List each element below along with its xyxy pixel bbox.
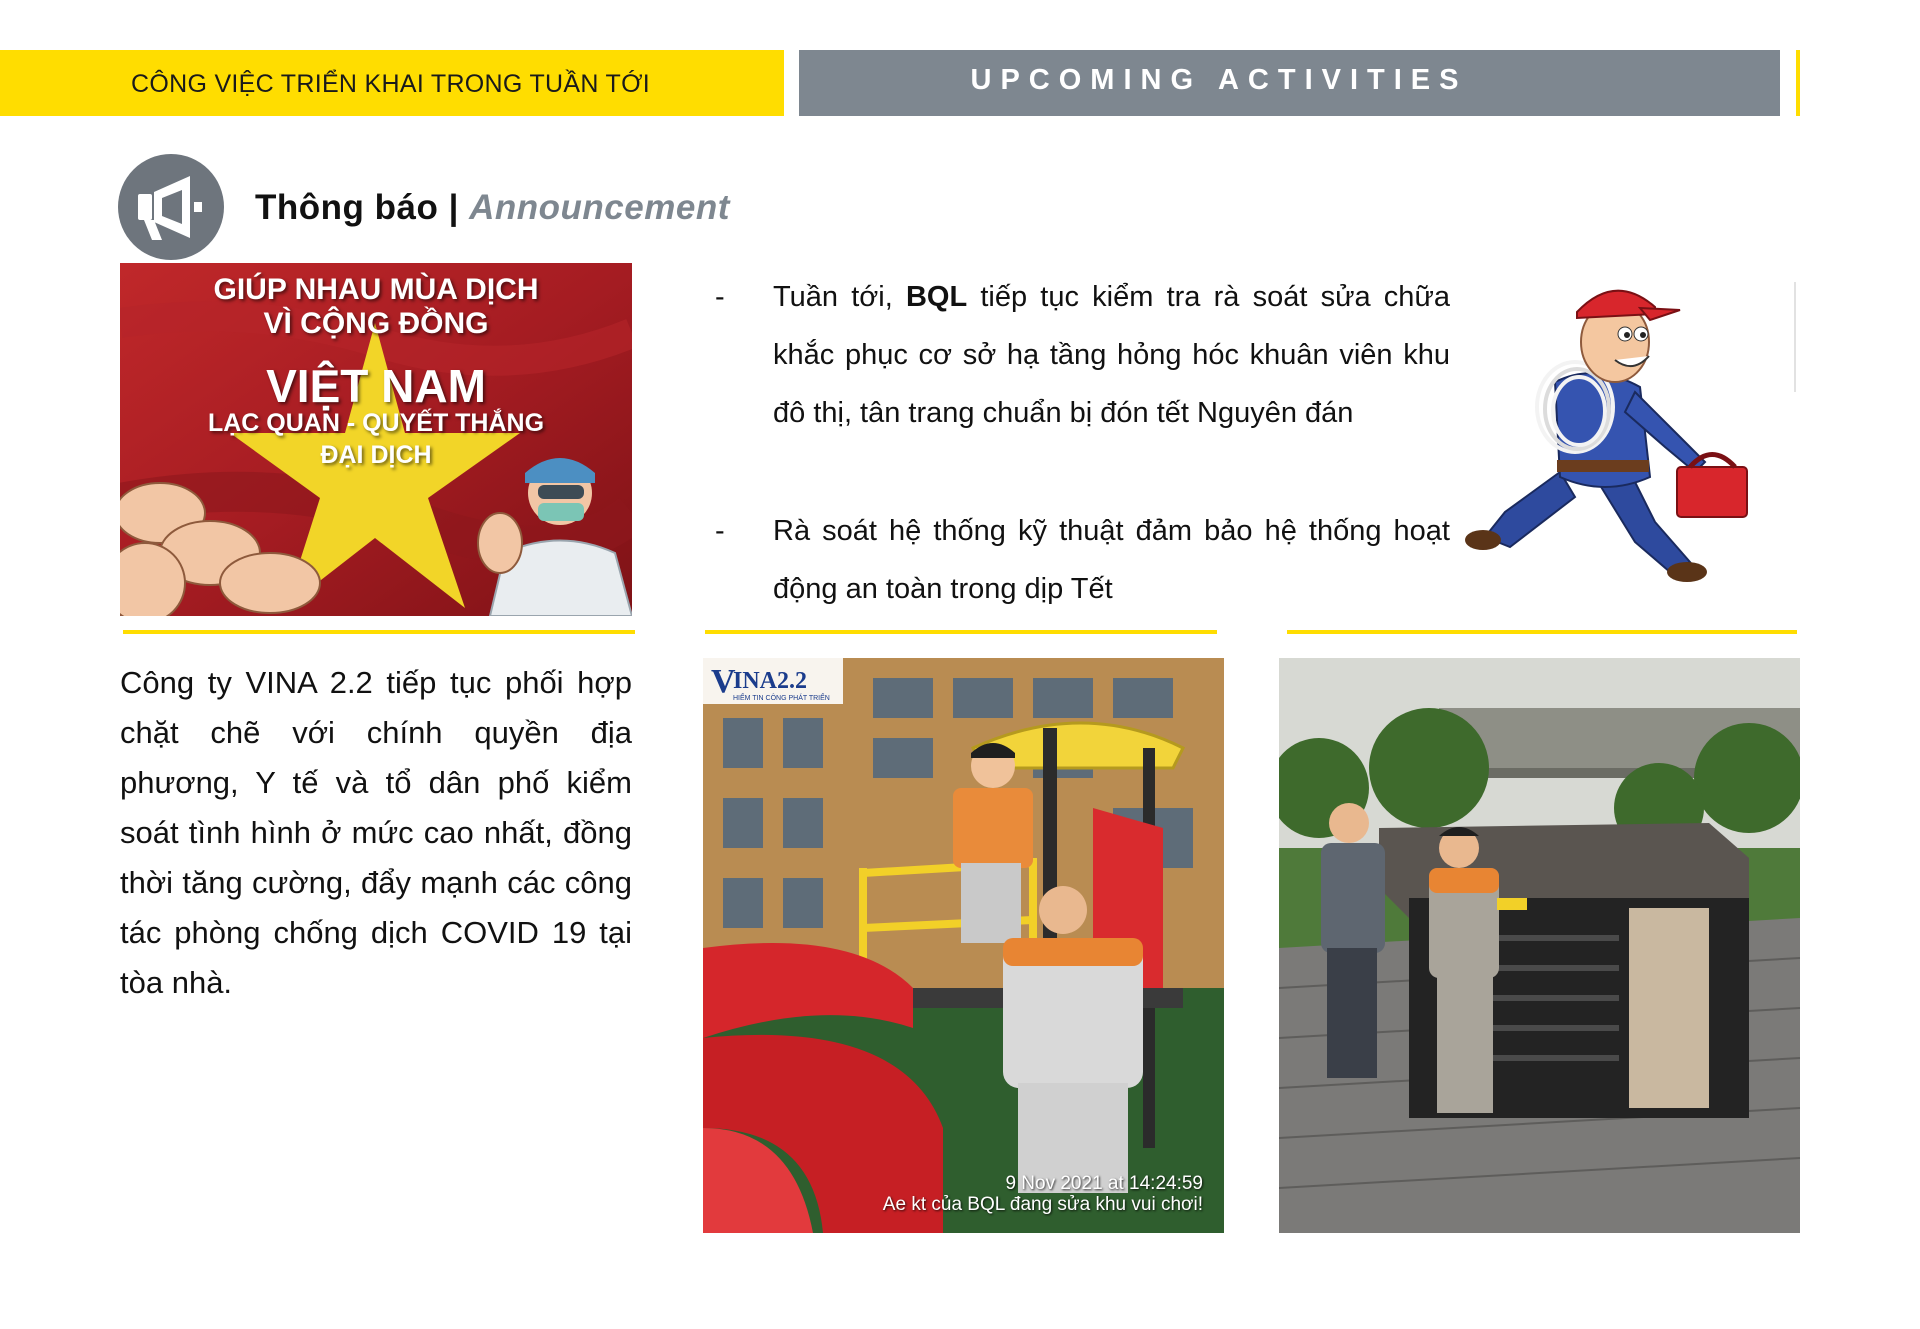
announcement-heading: [255, 188, 730, 228]
photo-caption: [703, 1173, 1203, 1215]
bullet-1-bold: BQL: [905, 281, 968, 313]
poster-line-2: VÌ CỘNG ĐỒNG: [263, 307, 489, 340]
bullet-text-1: [773, 268, 1450, 442]
photo-vent-inspection: [1279, 658, 1800, 1233]
announcement-separator: |: [448, 188, 459, 227]
worker-cartoon: [1465, 272, 1800, 617]
bullet-text-2: Rà soát hệ thống kỹ thuật đảm bảo hệ thống hoạt động an toàn trong dịp Tết: [773, 515, 1450, 605]
photo-logo: INA2.2: [733, 668, 808, 694]
right-separator: [1287, 630, 1797, 634]
announcement-icon-badge: [118, 154, 224, 260]
poster-line-4: LẠC QUAN - QUYẾT THẮNG: [207, 409, 545, 437]
bullet-item-2: [715, 502, 1450, 618]
bullet-dash: -: [715, 281, 725, 313]
header-accent-tick: [1796, 50, 1800, 116]
header-vn-title: CÔNG VIỆC TRIỂN KHAI TRONG TUẦN TỚI: [131, 70, 651, 98]
poster-line-3: VIỆT NAM: [266, 360, 486, 412]
middle-separator: [705, 630, 1217, 634]
photo-timestamp: 9 Nov 2021 at 14:24:59: [1005, 1173, 1203, 1194]
left-separator: [123, 630, 635, 634]
bullet-dash: -: [715, 515, 725, 547]
poster-line-5: ĐẠI DỊCH: [320, 441, 432, 469]
header-en-title: UPCOMING ACTIVITIES: [970, 64, 1468, 96]
svg-text:V: V: [711, 663, 736, 700]
announcement-title-vn: Thông báo: [255, 188, 439, 227]
poster-line-1: GIÚP NHAU MÙA DỊCH: [213, 273, 539, 306]
bullet-1-before: Tuần tới,: [773, 281, 906, 313]
bullet-item-1: [715, 268, 1450, 442]
announcement-title-en: Announcement: [469, 188, 730, 227]
megaphone-icon: [118, 154, 224, 260]
photo-playground-repair: [703, 658, 1224, 1233]
photo-caption-text: Ae kt của BQL đang sửa khu vui chơi!: [882, 1194, 1203, 1215]
covid-poster: [120, 263, 632, 616]
photo-logo-sub: HIỂM TIN CÔNG PHÁT TRIỂN: [733, 695, 830, 702]
left-paragraph: Công ty VINA 2.2 tiếp tục phối hợp chặt chẽ với chính quyền địa phương, Y tế và tổ dân phố kiểm soát tình hình ở mức cao nhất, đồng thời tăng cường, đẩy mạnh các công tác phòng chống dịch COVID 19 tại tòa nhà.: [120, 665, 632, 1000]
bullet-1-after: tiếp tục kiểm tra rà soát sửa chữa khắc phục cơ sở hạ tầng hỏng hóc khuân viên khu đô thị, tân trang chuẩn bị đón tết Nguyên đán: [773, 281, 1450, 429]
